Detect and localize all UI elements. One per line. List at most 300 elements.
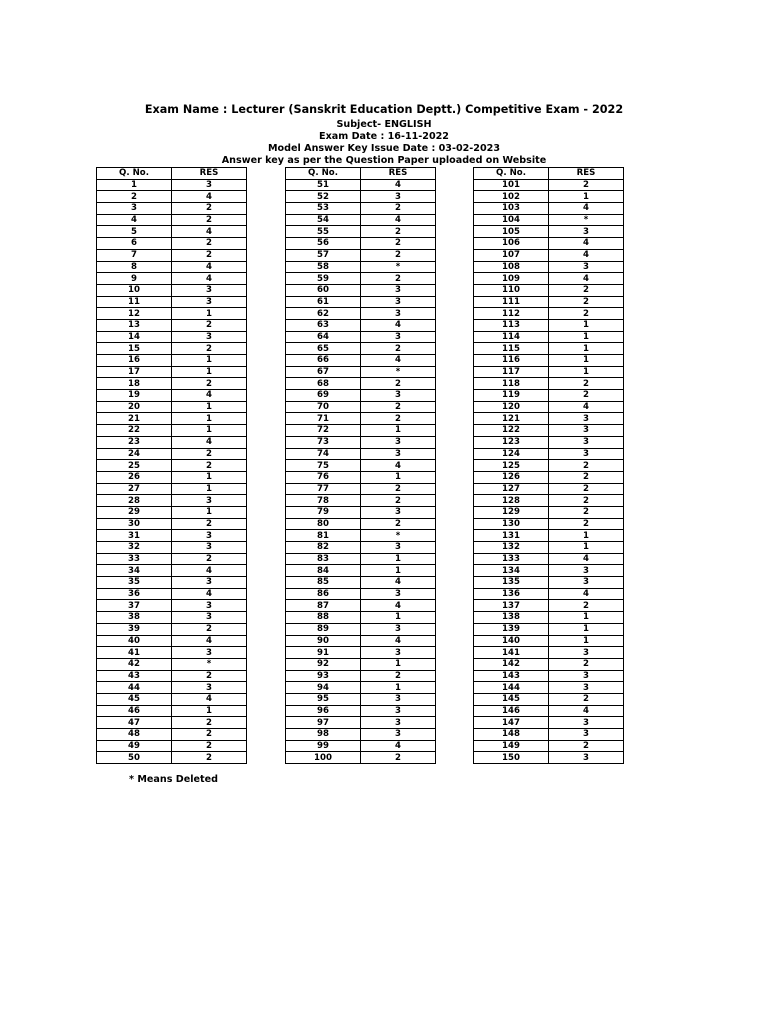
answer-result: 4 — [172, 588, 247, 600]
table-row — [474, 191, 624, 203]
answer-result: 1 — [549, 542, 624, 554]
answer-result: 3 — [172, 530, 247, 542]
table-row — [97, 179, 247, 191]
table-row — [286, 191, 436, 203]
answer-result: 2 — [361, 249, 436, 261]
table-row — [97, 448, 247, 460]
answer-result: 1 — [361, 471, 436, 483]
question-number: 32 — [97, 542, 172, 554]
table-row — [474, 226, 624, 238]
answer-result: 2 — [549, 518, 624, 530]
table-row — [286, 366, 436, 378]
question-number: 138 — [474, 612, 549, 624]
answer-result: 2 — [361, 670, 436, 682]
question-number: 91 — [286, 647, 361, 659]
answer-result: 2 — [361, 401, 436, 413]
table-row — [286, 471, 436, 483]
answer-result: * — [549, 214, 624, 226]
answer-result: 4 — [172, 226, 247, 238]
question-number: 30 — [97, 518, 172, 530]
question-number: 100 — [286, 752, 361, 764]
answer-result: 2 — [549, 179, 624, 191]
table-row — [474, 588, 624, 600]
table-row — [474, 740, 624, 752]
question-number: 130 — [474, 518, 549, 530]
answer-result: 3 — [549, 647, 624, 659]
table-row — [286, 355, 436, 367]
answer-result: 3 — [549, 729, 624, 741]
answer-result: 4 — [361, 600, 436, 612]
question-number: 90 — [286, 635, 361, 647]
table-row — [286, 203, 436, 215]
table-row — [474, 530, 624, 542]
answer-result: 1 — [172, 366, 247, 378]
res-header: RES — [549, 168, 624, 180]
answer-table-1 — [96, 167, 247, 764]
table-row — [97, 588, 247, 600]
table-row — [474, 647, 624, 659]
answer-result: 3 — [172, 296, 247, 308]
answer-result: 4 — [361, 214, 436, 226]
question-number: 54 — [286, 214, 361, 226]
table-row — [286, 577, 436, 589]
table-row — [97, 460, 247, 472]
table-row — [286, 752, 436, 764]
answer-result: 1 — [549, 612, 624, 624]
answer-result: 3 — [172, 647, 247, 659]
table-row — [286, 273, 436, 285]
answer-result: 2 — [549, 506, 624, 518]
answer-result: 2 — [549, 600, 624, 612]
question-number: 12 — [97, 308, 172, 320]
question-number: 139 — [474, 623, 549, 635]
answer-result: 3 — [549, 565, 624, 577]
answer-result: 2 — [549, 390, 624, 402]
answer-result: * — [361, 530, 436, 542]
question-number: 127 — [474, 483, 549, 495]
question-number: 85 — [286, 577, 361, 589]
answer-result: 2 — [172, 319, 247, 331]
question-number: 22 — [97, 425, 172, 437]
question-number: 101 — [474, 179, 549, 191]
answer-result: * — [361, 261, 436, 273]
question-number: 110 — [474, 284, 549, 296]
question-number: 81 — [286, 530, 361, 542]
answer-result: 2 — [172, 448, 247, 460]
answer-result: 2 — [361, 273, 436, 285]
table-row — [286, 460, 436, 472]
table-row — [474, 600, 624, 612]
table-header-row — [286, 168, 436, 180]
question-number: 49 — [97, 740, 172, 752]
table-row — [286, 390, 436, 402]
question-number: 106 — [474, 238, 549, 250]
answer-result: 4 — [549, 588, 624, 600]
answer-result: 2 — [172, 717, 247, 729]
answer-result: 1 — [361, 658, 436, 670]
table-row — [97, 319, 247, 331]
question-number: 36 — [97, 588, 172, 600]
table-row — [474, 623, 624, 635]
table-row — [97, 682, 247, 694]
question-number: 51 — [286, 179, 361, 191]
answer-result: 2 — [172, 343, 247, 355]
table-header-row — [474, 168, 624, 180]
table-row — [474, 203, 624, 215]
table-row — [97, 530, 247, 542]
question-number: 134 — [474, 565, 549, 577]
question-number: 79 — [286, 506, 361, 518]
answer-result: 4 — [549, 238, 624, 250]
question-number: 144 — [474, 682, 549, 694]
answer-result: 3 — [549, 448, 624, 460]
question-number: 75 — [286, 460, 361, 472]
answer-result: 4 — [549, 553, 624, 565]
table-row — [97, 483, 247, 495]
table-row — [286, 565, 436, 577]
answer-result: 2 — [361, 238, 436, 250]
answer-result: 4 — [172, 191, 247, 203]
issue-date: Model Answer Key Issue Date : 03-02-2023 — [268, 143, 500, 154]
question-number: 37 — [97, 600, 172, 612]
question-number: 141 — [474, 647, 549, 659]
answer-result: 2 — [549, 693, 624, 705]
qno-header: Q. No. — [97, 168, 172, 180]
answer-result: 2 — [549, 483, 624, 495]
table-row — [97, 518, 247, 530]
question-number: 1 — [97, 179, 172, 191]
question-number: 105 — [474, 226, 549, 238]
question-number: 7 — [97, 249, 172, 261]
table-row — [474, 612, 624, 624]
question-number: 64 — [286, 331, 361, 343]
question-number: 14 — [97, 331, 172, 343]
answer-result: 3 — [549, 717, 624, 729]
answer-result: 2 — [172, 740, 247, 752]
table-row — [286, 729, 436, 741]
answer-key-note: Answer key as per the Question Paper uploaded on Website — [221, 155, 547, 166]
table-row — [474, 483, 624, 495]
question-number: 89 — [286, 623, 361, 635]
table-row — [97, 331, 247, 343]
question-number: 56 — [286, 238, 361, 250]
question-number: 24 — [97, 448, 172, 460]
table-row — [97, 226, 247, 238]
table-row — [286, 284, 436, 296]
question-number: 142 — [474, 658, 549, 670]
question-number: 5 — [97, 226, 172, 238]
table-row — [474, 460, 624, 472]
table-row — [286, 588, 436, 600]
question-number: 107 — [474, 249, 549, 261]
table-row — [97, 401, 247, 413]
question-number: 60 — [286, 284, 361, 296]
answer-result: 3 — [361, 296, 436, 308]
answer-result: 2 — [172, 729, 247, 741]
table-row — [474, 506, 624, 518]
question-number: 31 — [97, 530, 172, 542]
question-number: 46 — [97, 705, 172, 717]
question-number: 20 — [97, 401, 172, 413]
answer-result: 2 — [361, 495, 436, 507]
question-number: 4 — [97, 214, 172, 226]
table-row — [97, 273, 247, 285]
question-number: 16 — [97, 355, 172, 367]
answer-result: 3 — [549, 682, 624, 694]
question-number: 33 — [97, 553, 172, 565]
answer-result: 2 — [361, 343, 436, 355]
question-number: 108 — [474, 261, 549, 273]
table-row — [474, 565, 624, 577]
answer-result: 3 — [549, 436, 624, 448]
table-row — [474, 495, 624, 507]
table-row — [97, 284, 247, 296]
question-number: 113 — [474, 319, 549, 331]
question-number: 58 — [286, 261, 361, 273]
answer-result: 2 — [549, 296, 624, 308]
answer-result: 3 — [172, 682, 247, 694]
question-number: 23 — [97, 436, 172, 448]
answer-result: 3 — [361, 331, 436, 343]
table-row — [474, 378, 624, 390]
table-row — [474, 577, 624, 589]
question-number: 57 — [286, 249, 361, 261]
table-row — [474, 752, 624, 764]
answer-result: 2 — [549, 495, 624, 507]
question-number: 29 — [97, 506, 172, 518]
question-number: 47 — [97, 717, 172, 729]
answer-result: 4 — [361, 577, 436, 589]
table-row — [97, 647, 247, 659]
question-number: 129 — [474, 506, 549, 518]
answer-table-2 — [285, 167, 436, 764]
table-row — [286, 179, 436, 191]
table-row — [286, 261, 436, 273]
answer-result: 4 — [172, 390, 247, 402]
answer-result: 2 — [549, 284, 624, 296]
question-number: 124 — [474, 448, 549, 460]
answer-result: 3 — [361, 705, 436, 717]
table-row — [474, 729, 624, 741]
question-number: 65 — [286, 343, 361, 355]
question-number: 45 — [97, 693, 172, 705]
table-row — [97, 670, 247, 682]
question-number: 8 — [97, 261, 172, 273]
question-number: 21 — [97, 413, 172, 425]
question-number: 83 — [286, 553, 361, 565]
question-number: 111 — [474, 296, 549, 308]
question-number: 104 — [474, 214, 549, 226]
answer-result: 3 — [172, 542, 247, 554]
answer-result: 4 — [172, 693, 247, 705]
answer-result: 1 — [361, 682, 436, 694]
answer-result: 3 — [361, 588, 436, 600]
answer-result: 1 — [361, 425, 436, 437]
answer-result: 3 — [172, 495, 247, 507]
answer-result: 2 — [361, 518, 436, 530]
table-row — [97, 542, 247, 554]
question-number: 72 — [286, 425, 361, 437]
table-row — [97, 249, 247, 261]
table-row — [286, 378, 436, 390]
table-row — [286, 740, 436, 752]
question-number: 84 — [286, 565, 361, 577]
answer-result: 3 — [361, 647, 436, 659]
question-number: 27 — [97, 483, 172, 495]
question-number: 66 — [286, 355, 361, 367]
qno-header: Q. No. — [474, 168, 549, 180]
answer-result: 1 — [172, 401, 247, 413]
table-row — [286, 647, 436, 659]
answer-result: 2 — [172, 214, 247, 226]
table-row — [286, 506, 436, 518]
table-row — [97, 296, 247, 308]
table-row — [97, 740, 247, 752]
table-row — [286, 308, 436, 320]
question-number: 102 — [474, 191, 549, 203]
question-number: 82 — [286, 542, 361, 554]
table-row — [286, 401, 436, 413]
question-number: 62 — [286, 308, 361, 320]
answer-result: 1 — [172, 425, 247, 437]
answer-result: 2 — [172, 378, 247, 390]
table-row — [97, 693, 247, 705]
table-row — [286, 670, 436, 682]
question-number: 53 — [286, 203, 361, 215]
table-row — [474, 635, 624, 647]
table-row — [97, 705, 247, 717]
table-row — [286, 249, 436, 261]
table-row — [474, 401, 624, 413]
table-row — [286, 331, 436, 343]
table-row — [474, 331, 624, 343]
question-number: 3 — [97, 203, 172, 215]
table-row — [286, 296, 436, 308]
question-number: 74 — [286, 448, 361, 460]
answer-result: 1 — [172, 471, 247, 483]
table-row — [474, 179, 624, 191]
question-number: 69 — [286, 390, 361, 402]
answer-result: 3 — [361, 693, 436, 705]
answer-result: 4 — [549, 273, 624, 285]
question-number: 118 — [474, 378, 549, 390]
question-number: 146 — [474, 705, 549, 717]
question-number: 99 — [286, 740, 361, 752]
table-row — [286, 600, 436, 612]
answer-result: 1 — [172, 308, 247, 320]
table-row — [97, 612, 247, 624]
table-row — [286, 682, 436, 694]
table-row — [474, 705, 624, 717]
table-row — [474, 296, 624, 308]
table-row — [286, 705, 436, 717]
answer-result: 1 — [549, 355, 624, 367]
question-number: 128 — [474, 495, 549, 507]
table-row — [474, 319, 624, 331]
question-number: 35 — [97, 577, 172, 589]
answer-result: 1 — [172, 506, 247, 518]
answer-result: 2 — [172, 623, 247, 635]
table-row — [97, 425, 247, 437]
question-number: 150 — [474, 752, 549, 764]
table-row — [97, 355, 247, 367]
table-row — [474, 343, 624, 355]
answer-result: 4 — [361, 635, 436, 647]
table-row — [474, 308, 624, 320]
question-number: 132 — [474, 542, 549, 554]
question-number: 116 — [474, 355, 549, 367]
table-row — [474, 717, 624, 729]
answer-result: 3 — [549, 261, 624, 273]
table-row — [97, 471, 247, 483]
question-number: 28 — [97, 495, 172, 507]
answer-result: 3 — [361, 436, 436, 448]
table-row — [286, 483, 436, 495]
question-number: 73 — [286, 436, 361, 448]
answer-result: 1 — [549, 623, 624, 635]
answer-result: 2 — [172, 553, 247, 565]
question-number: 109 — [474, 273, 549, 285]
table-row — [97, 565, 247, 577]
question-number: 94 — [286, 682, 361, 694]
answer-result: 2 — [172, 670, 247, 682]
table-row — [97, 752, 247, 764]
question-number: 71 — [286, 413, 361, 425]
answer-result: 2 — [549, 740, 624, 752]
answer-result: 1 — [361, 612, 436, 624]
table-row — [474, 261, 624, 273]
question-number: 77 — [286, 483, 361, 495]
question-number: 143 — [474, 670, 549, 682]
table-row — [474, 214, 624, 226]
answer-result: 1 — [172, 705, 247, 717]
question-number: 123 — [474, 436, 549, 448]
table-row — [286, 693, 436, 705]
answer-result: 4 — [549, 401, 624, 413]
answer-result: 2 — [549, 308, 624, 320]
table-row — [286, 343, 436, 355]
table-row — [474, 670, 624, 682]
table-row — [286, 413, 436, 425]
question-number: 115 — [474, 343, 549, 355]
question-number: 44 — [97, 682, 172, 694]
table-row — [286, 658, 436, 670]
table-row — [474, 366, 624, 378]
question-number: 93 — [286, 670, 361, 682]
answer-result: 3 — [549, 425, 624, 437]
qno-header: Q. No. — [286, 168, 361, 180]
res-header: RES — [361, 168, 436, 180]
table-row — [97, 413, 247, 425]
answer-result: 3 — [549, 670, 624, 682]
answer-result: 3 — [172, 284, 247, 296]
answer-result: 2 — [172, 460, 247, 472]
question-number: 119 — [474, 390, 549, 402]
question-number: 25 — [97, 460, 172, 472]
answer-result: 3 — [361, 191, 436, 203]
table-row — [97, 623, 247, 635]
answer-result: 4 — [172, 436, 247, 448]
question-number: 103 — [474, 203, 549, 215]
question-number: 133 — [474, 553, 549, 565]
answer-result: 3 — [361, 308, 436, 320]
table-header-row — [97, 168, 247, 180]
table-row — [97, 553, 247, 565]
table-row — [97, 495, 247, 507]
question-number: 26 — [97, 471, 172, 483]
table-row — [97, 261, 247, 273]
answer-result: 1 — [549, 191, 624, 203]
